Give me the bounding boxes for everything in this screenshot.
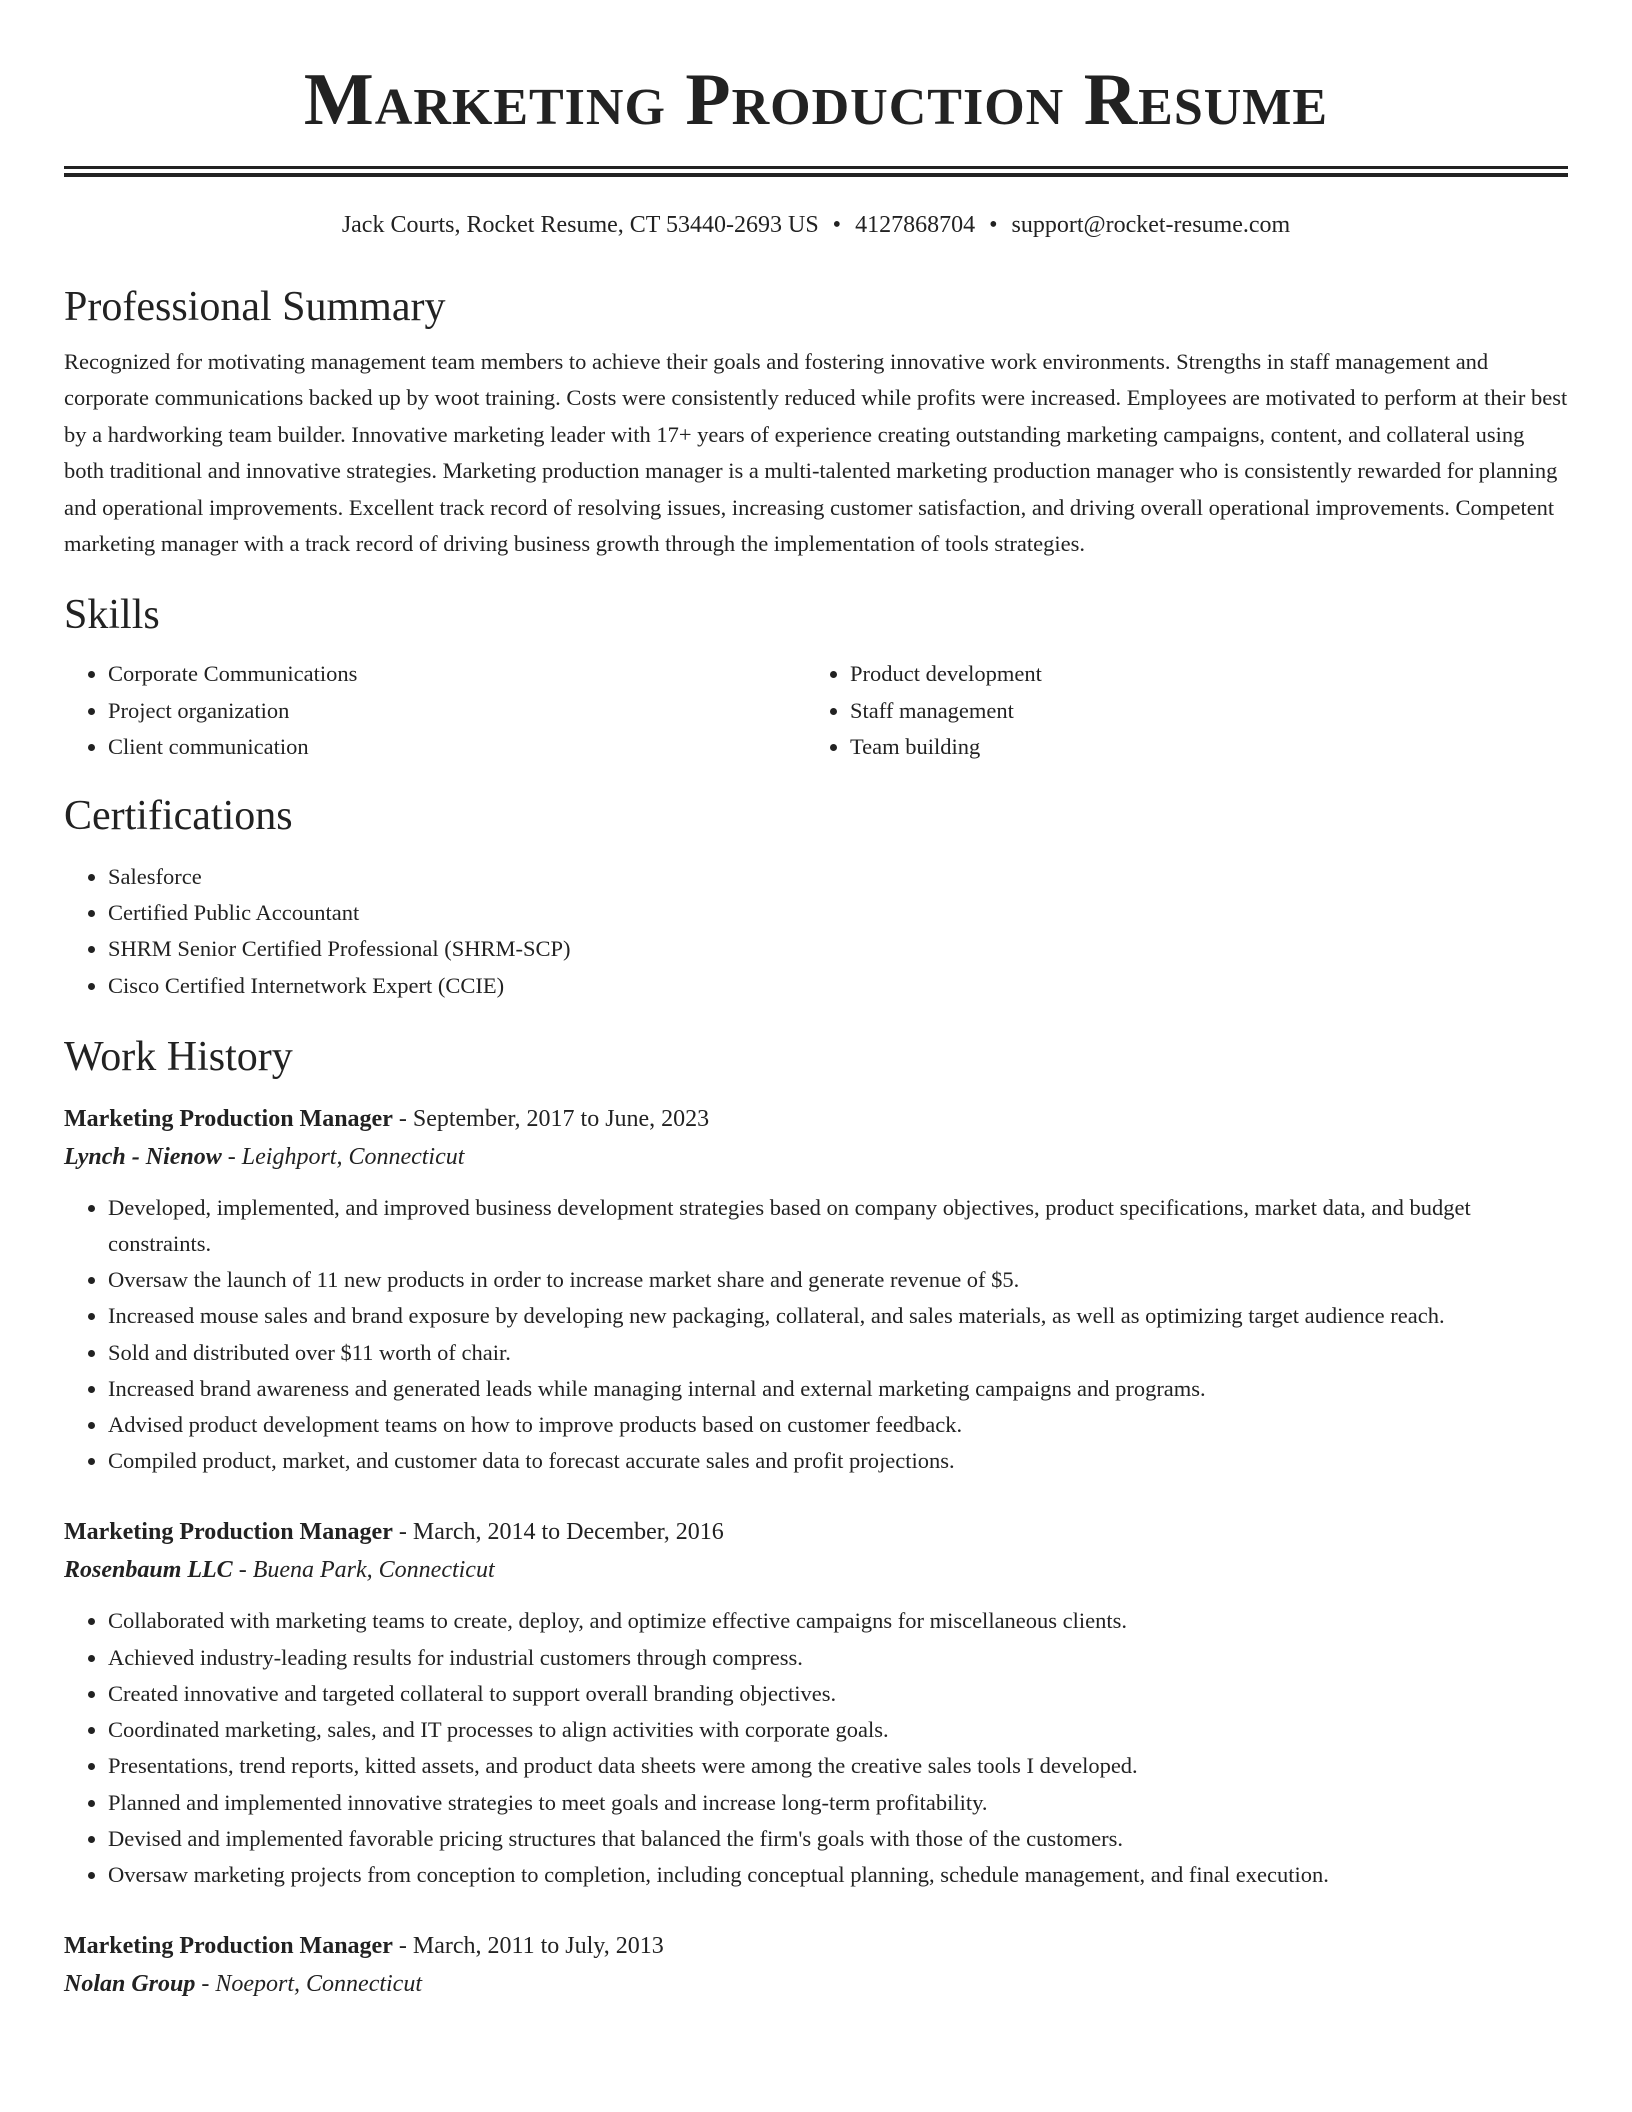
skill-item: • Team building	[850, 729, 1548, 765]
work-history-heading: Work History	[64, 1033, 293, 1080]
job-entry	[64, 1100, 1568, 1480]
skills-column-right	[806, 656, 1548, 765]
certification-item: • SHRM Senior Certified Professional (SHRM-SCP)	[108, 931, 1568, 967]
job-title-line	[64, 1927, 1568, 1965]
job-company-line	[64, 1965, 1568, 2003]
job-company-line	[64, 1551, 1568, 1589]
contact-email[interactable]: support@rocket-resume.com	[1011, 212, 1291, 238]
job-bullets	[64, 1190, 1568, 1480]
job-company: Rosenbaum LLC	[64, 1557, 233, 1584]
summary-heading: Professional Summary	[64, 284, 446, 330]
job-bullets	[64, 1603, 1568, 1893]
job-dates: - March, 2014 to December, 2016	[392, 1519, 724, 1546]
job-bullet: • Advised product development teams on how to improve products based on customer feedback.	[108, 1407, 1568, 1443]
job-location: - Leighport, Connecticut	[221, 1143, 465, 1170]
contact-separator: •	[989, 212, 998, 238]
job-title: Marketing Production Manager	[64, 1933, 393, 1960]
job-bullet: • Coordinated marketing, sales, and IT processes to align activities with corporate goals.	[108, 1712, 1568, 1748]
skill-item: • Project organization	[108, 693, 806, 729]
job-dates: - September, 2017 to June, 2023	[392, 1105, 710, 1132]
certifications-list	[64, 859, 1568, 1004]
job-location: - Buena Park, Connecticut	[232, 1557, 495, 1584]
job-location: - Noeport, Connecticut	[195, 1971, 423, 1998]
job-company: Nolan Group	[64, 1971, 196, 1998]
job-bullet: • Compiled product, market, and customer data to forecast accurate sales and profit projections.	[108, 1443, 1568, 1479]
certifications-heading: Certifications	[64, 793, 293, 840]
job-bullet: • Oversaw marketing projects from conception to completion, including conceptual planning, schedule management, and final execution.	[108, 1857, 1568, 1893]
job-bullet: • Achieved industry-leading results for industrial customers through compress.	[108, 1640, 1568, 1676]
job-bullet: • Presentations, trend reports, kitted assets, and product data sheets were among the creative sales tools I developed.	[108, 1748, 1568, 1784]
certification-item: • Cisco Certified Internetwork Expert (CCIE)	[108, 968, 1568, 1004]
resume-title: Marketing Production Resume	[303, 59, 1329, 141]
job-title: Marketing Production Manager	[64, 1105, 393, 1132]
skill-item: • Product development	[850, 656, 1548, 692]
title-divider	[64, 166, 1568, 177]
skills-list	[64, 656, 1568, 765]
job-dates: - March, 2011 to July, 2013	[392, 1933, 664, 1960]
job-bullet: • Collaborated with marketing teams to create, deploy, and optimize effective campaigns for miscellaneous clients.	[108, 1603, 1568, 1639]
contact-address: Jack Courts, Rocket Resume, CT 53440-2693 US	[341, 212, 819, 238]
job-title-line	[64, 1513, 1568, 1551]
skill-item: • Client communication	[108, 729, 806, 765]
contact-separator: •	[832, 212, 842, 238]
contact-line	[64, 210, 1568, 240]
job-bullet: • Created innovative and targeted collateral to support overall branding objectives.	[108, 1676, 1568, 1712]
certification-item: • Certified Public Accountant	[108, 895, 1568, 931]
contact-phone: 4127868704	[855, 212, 976, 238]
skill-item: • Corporate Communications	[108, 656, 806, 692]
summary-text: Recognized for motivating management team members to achieve their goals and fostering innovative work environments. Strengths in staff management and corporate communications backed up by woot training. Costs were consistently reduced while profits were increased. Employees are motivated to perform at their best by a hardworking team builder. Innovative marketing leader with 17+ years of experience creating outstanding marketing campaigns, content, and collateral using both traditional and innovative strategies. Marketing production manager is a multi-talented marketing production manager who is consistently rewarded for planning and operational improvements. Excellent track record of resolving issues, increasing customer satisfaction, and driving overall operational improvements. Competent marketing manager with a track record of driving business growth through the implementation of tools strategies.	[64, 349, 1568, 557]
job-title-line	[64, 1100, 1568, 1138]
certification-item: • Salesforce	[108, 859, 1568, 895]
skill-item: • Staff management	[850, 693, 1548, 729]
job-bullet: • Devised and implemented favorable pricing structures that balanced the firm's goals with those of the customers.	[108, 1821, 1568, 1857]
job-company-line	[64, 1138, 1568, 1176]
job-bullet: • Developed, implemented, and improved business development strategies based on company objectives, product specifications, market data, and budget constraints.	[108, 1190, 1568, 1262]
job-entry	[64, 1927, 1568, 2003]
job-bullet: • Increased brand awareness and generated leads while managing internal and external marketing campaigns and programs.	[108, 1371, 1568, 1407]
skills-heading: Skills	[64, 592, 160, 639]
job-bullet: • Planned and implemented innovative strategies to meet goals and increase long-term profitability.	[108, 1785, 1568, 1821]
job-bullet: • Oversaw the launch of 11 new products in order to increase market share and generate revenue of $5.	[108, 1262, 1568, 1298]
job-company: Lynch - Nienow	[64, 1143, 222, 1170]
job-bullet: • Sold and distributed over $11 worth of chair.	[108, 1335, 1568, 1371]
job-bullet: • Increased mouse sales and brand exposure by developing new packaging, collateral, and sales materials, as well as optimizing target audience reach.	[108, 1298, 1568, 1334]
job-entry	[64, 1513, 1568, 1893]
job-title: Marketing Production Manager	[64, 1519, 393, 1546]
skills-column-left	[64, 656, 806, 765]
